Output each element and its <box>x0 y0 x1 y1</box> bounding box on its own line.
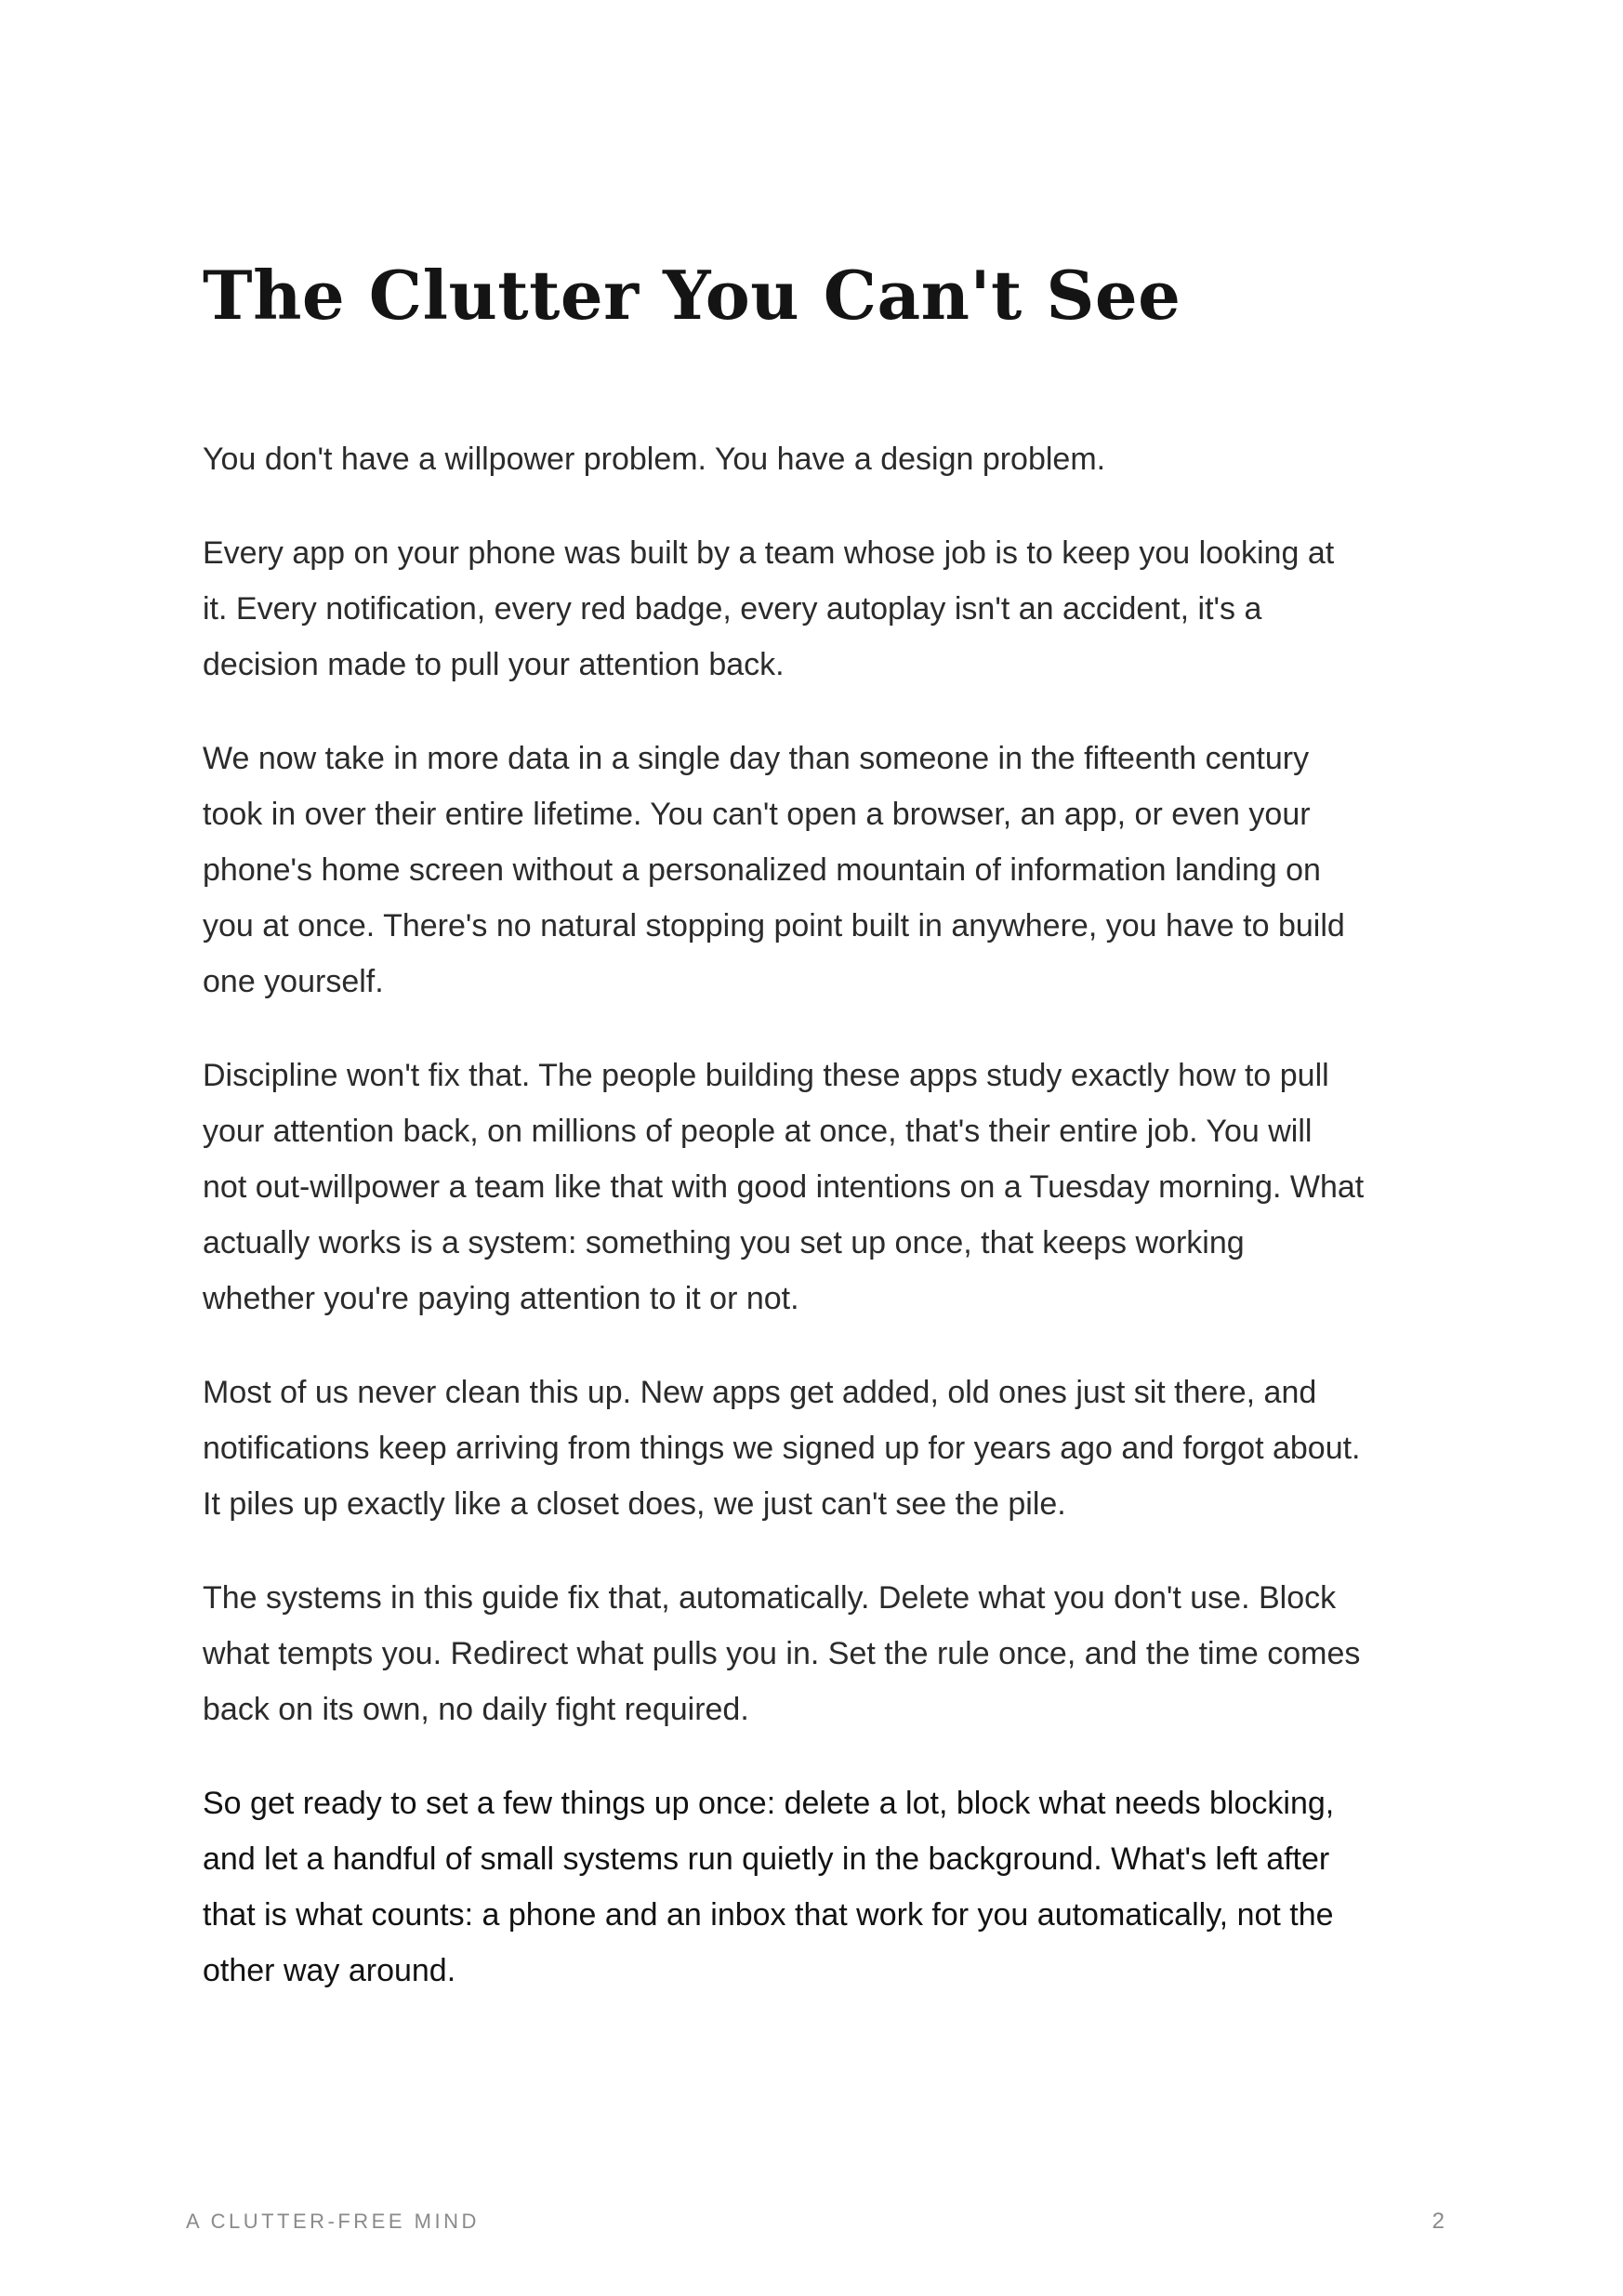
paragraph-5: Most of us never clean this up. New apps get added, old ones just sit there, and notifications keep arriving from things we signed up for years ago and forgot about. It piles up exactly like a closet does, we just can't see the pile. <box>203 1375 1361 1522</box>
page-content <box>203 251 1365 2037</box>
paragraph-1: You don't have a willpower problem. You have a design problem. <box>203 442 1106 477</box>
body-text <box>203 431 1365 1999</box>
paragraph-4: Discipline won't fix that. The people building these apps study exactly how to pull your attention back, on millions of people at once, that's their entire job. You will not out-willpower a team like that with good intentions on a Tuesday morning. What actually works is a system: something you set up once, that keeps working whether you're paying attention to it or not. <box>203 1058 1365 1316</box>
paragraph-3: We now take in more data in a single day than someone in the fifteenth century took in over their entire lifetime. You can't open a browser, an app, or even your phone's home screen without a personalized mountain of information landing on you at once. There's no natural stopping point built in anywhere, you have to build one yourself. <box>203 741 1345 999</box>
footer-book-title: A CLUTTER-FREE MIND <box>186 2210 480 2233</box>
page-title: The Clutter You Can't See <box>203 256 1181 335</box>
footer-page-number: 2 <box>1432 2209 1445 2234</box>
paragraph-7: So get ready to set a few things up once: delete a lot, block what needs blocking, and let a handful of small systems run quietly in the background. What's left after that is what counts: a phone and an inbox that work for you automatically, not the other way around. <box>203 1786 1335 1988</box>
paragraph-6: The systems in this guide fix that, automatically. Delete what you don't use. Block what tempts you. Redirect what pulls you in. Set the rule once, and the time comes back on its own, no daily fight required. <box>203 1580 1361 1727</box>
paragraph-2: Every app on your phone was built by a team whose job is to keep you looking at it. Every notification, every red badge, every autoplay isn't an accident, it's a decision made to pull your attention back. <box>203 535 1335 682</box>
